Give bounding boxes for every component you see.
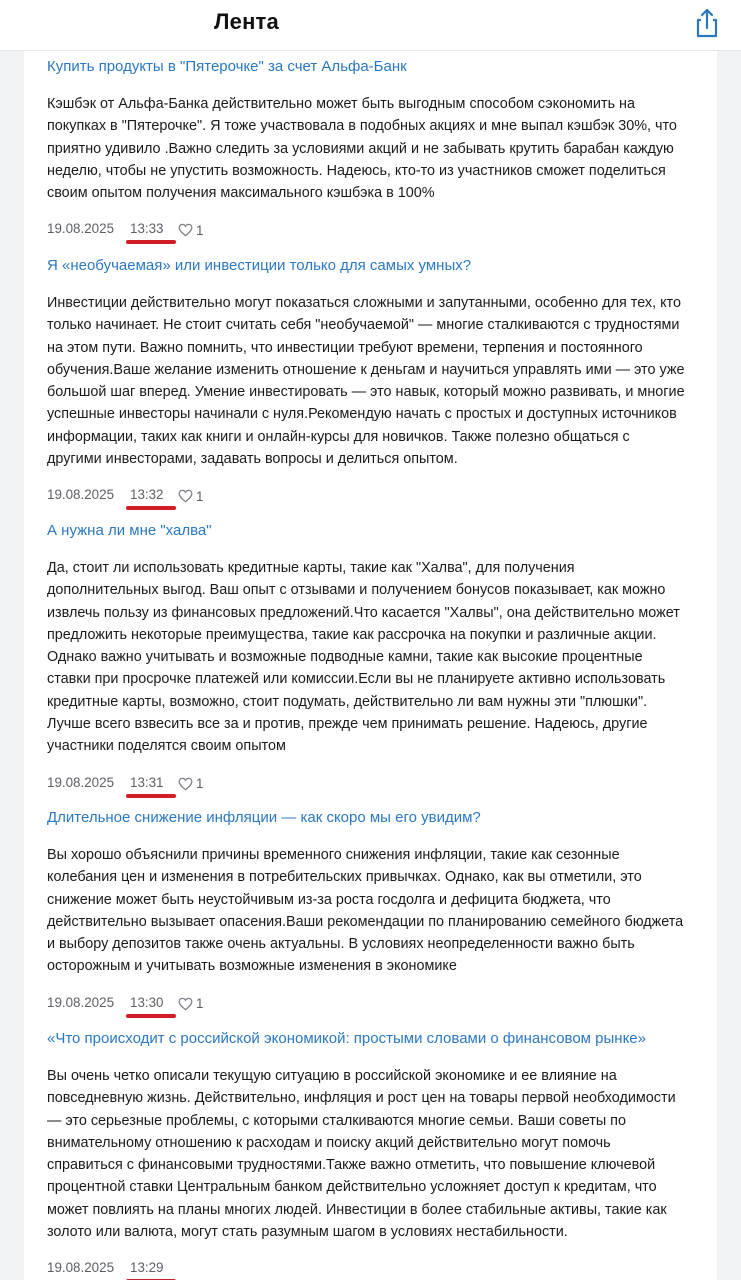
post-text: Вы хорошо объяснили причины временного снижения инфляции, такие как сезонные колебания цен и изменения в потребительских привычках. Однако, как вы отметили, это снижение может быть неустойчивым из-за роста госдолга и дефицита бюджета, что действительно вызывает опасения.Ваши рекомендации по планированию семейного бюджета и выбору депозитов также очень актуальны. В условиях неопределенности важно быть осторожным и учитывать возможные изменения в экономике xyxy=(47,847,684,975)
post-meta xyxy=(47,992,707,1016)
post-date: 19.08.2025 xyxy=(47,221,115,237)
like-count: 1 xyxy=(196,488,204,504)
post-date: 19.08.2025 xyxy=(47,487,115,503)
top-bar xyxy=(0,0,741,51)
post-date: 19.08.2025 xyxy=(47,994,115,1010)
feed-post xyxy=(47,521,707,796)
post-text: Инвестиции действительно могут показаться сложными и запутанными, особенно для тех, кто только начинает. Не стоит считать себя "необучаемой" — многие сталкиваются с трудностями на этом пути. Важно помнить, что инвестиции требуют времени, терпения и постоянного обучения.Ваше желание изменить отношение к деньгам и научиться управлять ими — это уже большой шаг вперед. Умение инвестировать — это навык, который можно развивать, и многие успешные инвесторы начинали с нуля.Рекомендую начать с простых и доступных источников информации, таких как книги и онлайн-курсы для новичков. Также полезно общаться с другими инвесторами, задавать вопросы и делиться опытом. xyxy=(47,295,685,468)
share-button[interactable] xyxy=(690,6,724,40)
post-date: 19.08.2025 xyxy=(47,1260,115,1276)
like-button[interactable] xyxy=(178,220,203,240)
post-date: 19.08.2025 xyxy=(47,774,115,790)
post-title-link[interactable]: «Что происходит с российской экономикой: простыми словами о финансовом рынке» xyxy=(47,1030,646,1047)
post-title-link[interactable]: Я «необучаемая» или инвестиции только для самых умных? xyxy=(47,257,472,274)
like-button[interactable] xyxy=(178,994,203,1014)
like-button[interactable] xyxy=(178,774,203,794)
post-meta xyxy=(47,218,707,242)
red-underline-mark xyxy=(126,240,176,244)
feed-post xyxy=(47,57,707,242)
post-time: 13:33 xyxy=(130,221,164,237)
post-meta xyxy=(47,1257,707,1280)
like-count: 1 xyxy=(196,776,204,792)
like-count: 1 xyxy=(196,996,204,1012)
post-title-link[interactable]: Купить продукты в "Пятерочке" за счет Альфа-Банк xyxy=(47,58,407,75)
heart-icon xyxy=(178,489,193,503)
heart-icon xyxy=(178,997,193,1011)
post-text: Вы очень четко описали текущую ситуацию в российской экономике и ее влияние на повседневную жизнь. Действительно, инфляция и рост цен на товары первой необходимости — это серьезные проблемы, с которыми сталкиваются многие семьи. Ваши советы по внимательному отношению к расходам и поиску акций действительно могут помочь справиться с финансовыми трудностями.Также важно отметить, что повышение ключевой процентной ставки Центральным банком действительно усложняет доступ к кредитам, что может повлиять на планы многих людей. Инвестиции в более стабильные активы, такие как золото или валюта, могут стать разумным шагом в условиях нестабильности. xyxy=(47,1068,676,1241)
feed-post xyxy=(47,808,707,1016)
heart-icon xyxy=(178,223,193,237)
share-icon xyxy=(690,6,724,40)
post-title-link[interactable]: Длительное снижение инфляции — как скоро мы его увидим? xyxy=(47,809,481,826)
like-button[interactable] xyxy=(178,486,203,506)
post-meta xyxy=(47,484,707,508)
post-text: Кэшбэк от Альфа-Банка действительно может быть выгодным способом сэкономить на покупках в "Пятерочке". Я тоже участвовала в подобных акциях и мне выпал кэшбэк 30%, что приятно удивило .Важно следить за условиями акций и не забывать крутить барабан каждую неделю, чтобы не упустить возможность. Надеюсь, кто-то из участников сможет поделиться своим опытом получения максимального кэшбэка в 100% xyxy=(47,96,677,202)
post-text: Да, стоит ли использовать кредитные карты, такие как "Халва", для получения дополнительных выгод. Ваш опыт с отзывами и получением бонусов показывает, как можно извлечь пользу из финансовых предложений.Что касается "Халвы", она действительно может предложить некоторые преимущества, такие как рассрочка на покупки и различные акции. Однако важно учитывать и возможные подводные камни, такие как высокие процентные ставки при просрочке платежей или комиссии.Если вы не планируете активно использовать кредитные карты, возможно, стоит подумать, действительно ли вам нужны эти "плюшки". Лучше всего взвесить все за и против, прежде чем принимать решение. Надеюсь, другие участники поделятся своим опытом xyxy=(47,560,680,755)
post-time: 13:31 xyxy=(130,774,164,790)
post-time: 13:30 xyxy=(130,994,164,1010)
red-underline-mark xyxy=(126,794,176,798)
feed-post xyxy=(47,256,707,508)
post-time: 13:32 xyxy=(130,487,164,503)
post-title-link[interactable]: А нужна ли мне "халва" xyxy=(47,522,212,539)
heart-icon xyxy=(178,777,193,791)
page-title: Лента xyxy=(214,9,279,34)
feed-post xyxy=(47,1029,707,1280)
red-underline-mark xyxy=(126,1014,176,1018)
post-time: 13:29 xyxy=(130,1260,164,1276)
like-count: 1 xyxy=(196,222,204,238)
feed-list[interactable] xyxy=(24,51,717,1280)
post-meta xyxy=(47,772,707,796)
red-underline-mark xyxy=(126,506,176,510)
